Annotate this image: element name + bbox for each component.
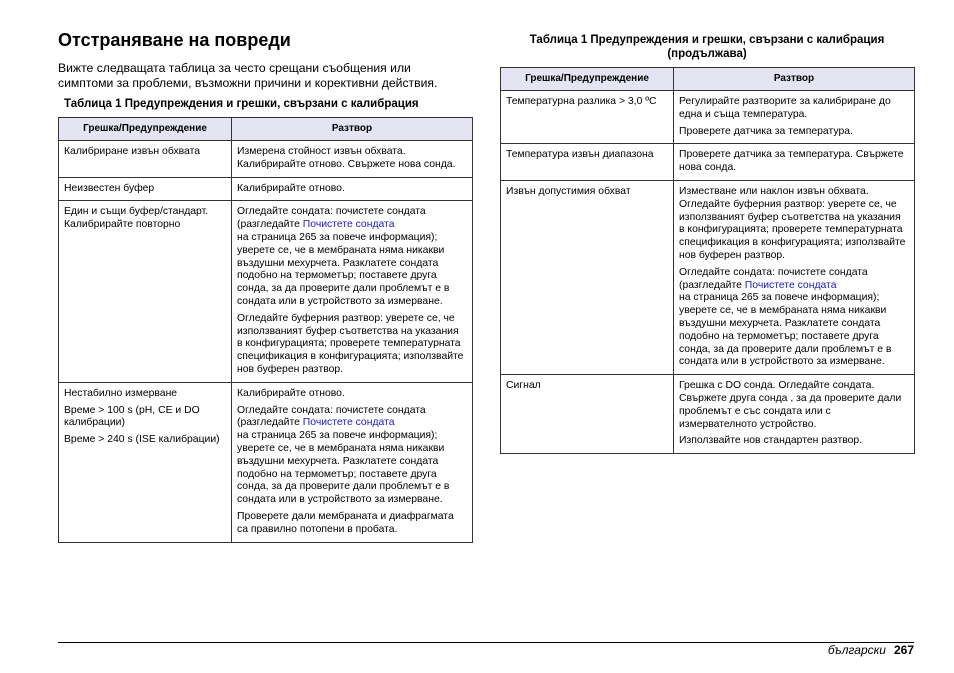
solution-text [237, 405, 467, 507]
page-title: Отстраняване на повреди [58, 30, 291, 50]
error-cell [59, 177, 232, 201]
column-header-error: Грешка/Предупреждение [59, 118, 232, 141]
intro-paragraph: Вижте следващата таблица за често срещани съобщения или симптоми за проблеми, възможни причини и корективни действия. [58, 61, 438, 90]
solution-text: Регулирайте разтворите за калибриране до една и съща температура. [679, 96, 891, 120]
solution-text-part: Огледайте сондата: почистете сондата (разгледайте [679, 266, 868, 291]
table-row [59, 141, 473, 178]
solution-text-part: на страница 265 за повече информация); уверете се, че в мембраната няма никакви въздушни мехурчета. Разклатете сондата подобно на термометър; поставете друга сонда, за да проверите дали проблемът е в сондата или в устройството за измерване. [237, 231, 450, 307]
error-cell [59, 382, 232, 542]
column-header-solution: Разтвор [674, 68, 915, 91]
solution-text: Проверете дали мембраната и диафрагмата са правилно потопени в пробата. [237, 510, 454, 535]
calibration-errors-table [58, 117, 473, 543]
solution-text [679, 267, 909, 369]
solution-text: Използвайте нов стандартен разтвор. [679, 435, 863, 447]
solution-text: Огледайте буферния разтвор: уверете се, че използваният буфер съответства на указания в конфигурацията; проверете температурната спецификация в конфигурацията; използвайте нов буферен разтвор. [237, 312, 464, 375]
error-text: Един и същи буфер/стандарт. Калибрирайте повторно [64, 206, 209, 231]
table-right-caption: Таблица 1 Предупреждения и грешки, свързани с калибрация (продължава) [529, 34, 885, 60]
table-row [501, 375, 915, 454]
footer-divider [58, 642, 914, 643]
table-row [501, 144, 915, 181]
table-row [59, 201, 473, 382]
solution-text: Калибрирайте отново. [237, 182, 345, 194]
error-cell [501, 375, 674, 454]
footer-language: български [827, 643, 886, 657]
solution-cell [232, 141, 473, 178]
table-row [501, 91, 915, 144]
solution-cell [674, 375, 915, 454]
calibration-errors-table-continued [500, 67, 915, 454]
table-row [501, 180, 915, 374]
error-cell [59, 141, 232, 178]
solution-text: Проверете датчика за температура. Свържете нова сонда. [679, 149, 904, 174]
solution-text: Проверете датчика за температура. [679, 125, 853, 137]
solution-text-part: Огледайте сондата: почистете сондата (разгледайте [237, 404, 426, 429]
clean-probe-link[interactable]: Почистете сондата [302, 219, 395, 231]
solution-cell [232, 201, 473, 382]
column-header-solution: Разтвор [232, 118, 473, 141]
solution-cell [232, 382, 473, 542]
error-text: Температурна разлика > 3,0 ºC [506, 96, 657, 107]
solution-text: Калибрирайте отново. [237, 387, 345, 399]
solution-text [237, 206, 467, 308]
column-header-error: Грешка/Предупреждение [501, 68, 674, 91]
table-row [59, 177, 473, 201]
error-text: Неизвестен буфер [64, 182, 155, 194]
error-text: Извън допустимия обхват [506, 185, 631, 197]
error-text: Нестабилно измерване [64, 387, 178, 399]
error-text: Време > 240 s (ISE калибрации) [64, 434, 220, 446]
error-cell [59, 201, 232, 382]
error-text: Време > 100 s (pH, CE и DO калибрации) [64, 404, 200, 429]
table-left-caption: Таблица 1 Предупреждения и грешки, свързани с калибрация [64, 98, 419, 110]
solution-cell [232, 177, 473, 201]
solution-text: Измерена стойност извън обхвата. Калибрирайте отново. Свържете нова сонда. [237, 146, 456, 170]
error-cell [501, 180, 674, 374]
error-text: Сигнал [506, 380, 541, 392]
solution-cell [674, 91, 915, 144]
error-text: Температура извън диапазона [506, 149, 654, 161]
solution-text-part: на страница 265 за повече информация); уверете се, че в мембраната няма никакви въздушни мехурчета. Разклатете сондата подобно на термометър; поставете друга сонда, за да проверите дали проблемът е в сондата или в устройството за измерване. [237, 430, 450, 506]
clean-probe-link[interactable]: Почистете сондата [302, 417, 395, 429]
solution-text-part: на страница 265 за повече информация); уверете се, че в мембраната няма никакви въздушни мехурчета. Разклатете сондата подобно на термометър; поставете друга сонда, за да проверите дали проблемът е в сондата или в устройството за измерване. [679, 292, 892, 368]
solution-text: Изместване или наклон извън обхвата. Огледайте буферния разтвор: уверете се, че използваният буфер съответства на указания в конфигурацията; проверете температурната спецификация в конфигурацията; използвайте нов буферен разтвор. [679, 185, 906, 261]
solution-text-part: Огледайте сондата: почистете сондата (разгледайте [237, 206, 426, 231]
error-cell [501, 144, 674, 181]
solution-cell [674, 180, 915, 374]
clean-probe-link[interactable]: Почистете сондата [744, 279, 837, 291]
footer [828, 643, 914, 657]
solution-cell [674, 144, 915, 181]
error-text: Калибриране извън обхвата [64, 146, 201, 157]
page-number: 267 [893, 643, 914, 657]
table-row [59, 382, 473, 542]
solution-text: Грешка с DO сонда. Огледайте сондата. Свържете друга сонда , за да проверите дали проблемът е със сондата или с измервателното устройство. [679, 380, 902, 430]
error-cell [501, 91, 674, 144]
